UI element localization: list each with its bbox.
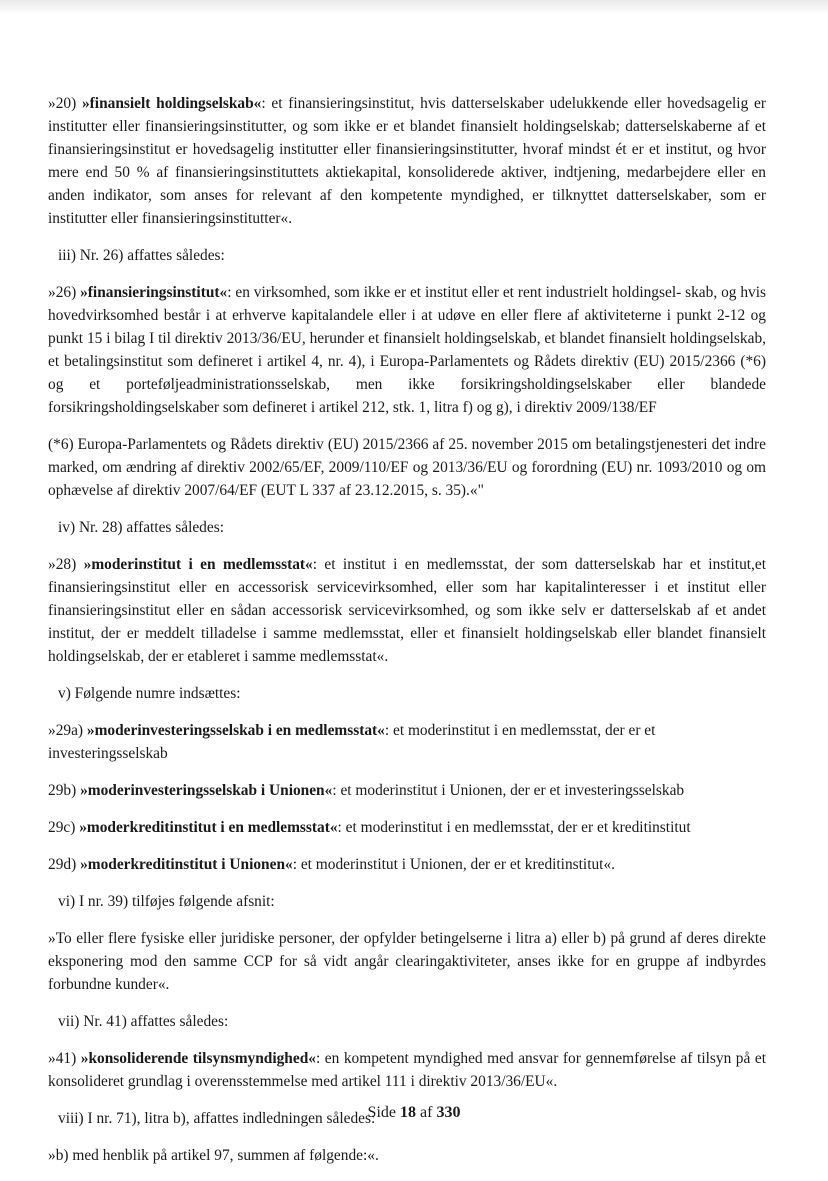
item-number: 29b) (48, 782, 81, 799)
defined-term: »finansieringsinstitut« (80, 284, 228, 301)
amendment-instruction: iii) Nr. 26) affattes således: (58, 247, 225, 264)
defined-term: »moderinstitut i en medlemsstat« (83, 556, 313, 573)
document-body (48, 92, 766, 1181)
definition-29b (48, 779, 766, 802)
definition-20 (48, 92, 766, 230)
item-number: »41) (48, 1050, 81, 1067)
page-number: 18 (400, 1104, 416, 1121)
amendment-instruction: vii) Nr. 41) affattes således: (58, 1013, 229, 1030)
page-total: 330 (436, 1104, 461, 1121)
definition-text: : et moderinstitut i Unionen, der er et investeringsselskab (332, 782, 685, 799)
footer-separator: af (416, 1104, 437, 1121)
item-number: 29c) (48, 819, 80, 836)
definition-29c (48, 816, 766, 839)
footnote-6: (*6) Europa-Parlamentets og Rådets direktiv (EU) 2015/2366 af 25. november 2015 om betalingstjenesteri det indre marked, om ændring af direktiv 2002/65/EF, 2009/110/EF og 2013/36/EU og forordning (EU) nr. 1093/2010 og om ophævelse af direktiv 2007/64/EF (EUT L 337 af 23.12.2015, s. 35).«" (48, 436, 766, 499)
definition-text: : et moderinstitut i en medlemsstat, der er et investeringsselskab (48, 722, 656, 762)
item-number: 29d) (48, 856, 81, 873)
definition-28 (48, 553, 766, 668)
amendment-instruction: v) Følgende numre indsættes: (58, 685, 241, 702)
amendment-instruction: iv) Nr. 28) affattes således: (58, 519, 224, 536)
definition-26 (48, 281, 766, 419)
item-number: »29a) (48, 722, 87, 739)
footer-prefix: Side (367, 1104, 400, 1121)
definition-41 (48, 1047, 766, 1093)
definition-text: : et moderinstitut i en medlemsstat, der er et kreditinstitut (337, 819, 691, 836)
item-number: »28) (48, 556, 84, 573)
definition-text: : et finansieringsinstitut, hvis datterselskaber udelukkende eller hovedsagelig er institutter eller finansieringsinstitutter, og som ikke er et blandet finansielt holdingselskab; datterselskaberne af et finansieringsinstitut er hovedsagelig institutter eller finansieringsinstitutter, hvoraf mindst ét er et institut, og hvor mere end 50 % af finansieringsinstituttets aktiekapital, konsoliderede aktiver, indtjening, medarbejdere eller en anden indikator, som anses for relevant af den kompetente myndighed, er tilknyttet datterselskaber, som er institutter eller finansieringsinstitutter«. (48, 95, 766, 227)
definition-text: : et moderinstitut i Unionen, der er et kreditinstitut«. (292, 856, 615, 873)
definition-text: : et institut i en medlemsstat, der som datterselskab har et institut,et finansieringsinstitut eller en accessorisk servicevirksomhed, eller som har kapitalinteresser i et institut eller finansieringsinstitut eller en sådan accessorisk servicevirksomhed, og som ikke selv er datterselskab af et andet institut, der er meddelt tilladelse i samme medlemsstat, eller et finansielt holdingselskab eller blandet finansielt holdingselskab, der er etableret i samme medlemsstat«. (48, 556, 767, 665)
amendment-instruction: viii) I nr. 71), litra b), affattes indledningen således: (58, 1110, 376, 1127)
scan-shadow (0, 0, 828, 14)
amendment-instruction: vi) I nr. 39) tilføjes følgende afsnit: (58, 893, 275, 910)
page-footer (0, 1104, 828, 1122)
defined-term: »moderkreditinstitut i Unionen« (80, 856, 293, 873)
defined-term: »moderkreditinstitut i en medlemsstat« (79, 819, 338, 836)
defined-term: »finansielt holdingselskab« (81, 95, 262, 112)
definition-text: : en kompetent myndighed med ansvar for gennemførelse af tilsyn på et konsolideret grundlag i overensstemmelse med artikel 111 i direktiv 2013/36/EU«. (48, 1050, 766, 1090)
added-paragraph: »To eller flere fysiske eller juridiske personer, der opfylder betingelserne i litra a) eller b) på grund af deres direkte eksponering mod den samme CCP for så vidt angår clearingaktiviteter, anses ikke for en gruppe af indbyrdes forbundne kunder«. (48, 930, 766, 993)
defined-term: »moderinvesteringsselskab i en medlemsstat« (86, 722, 385, 739)
definition-29d (48, 853, 766, 876)
replacement-text: »b) med henblik på artikel 97, summen af følgende:«. (48, 1147, 379, 1164)
item-number: »20) (48, 95, 82, 112)
definition-text: : en virksomhed, som ikke er et institut eller et rent industrielt holdingsel- skab, og hvis hovedvirksomhed består i at erhverve kapitalandele eller i at udøve en eller flere af aktiviteterne i punkt 2-12 og punkt 15 i bilag I til direktiv 2013/36/EU, herunder et finansielt holdingselskab, et blandet finansielt holdingselskab, et betalingsinstitut som defineret i artikel 4, nr. 4), i Europa-Parlamentets og Rådets direktiv (EU) 2015/2366 (*6) og et porteføljeadministrationsselskab, men ikke forsikringsholdingselskaber eller blandede forsikringsholdingselskaber som defineret i artikel 212, stk. 1, litra f) og g), i direktiv 2009/138/EF (48, 284, 767, 416)
defined-term: »moderinvesteringsselskab i Unionen« (80, 782, 333, 799)
item-number: »26) (48, 284, 81, 301)
definition-29a (48, 719, 766, 765)
defined-term: »konsoliderende tilsynsmyndighed« (80, 1050, 316, 1067)
